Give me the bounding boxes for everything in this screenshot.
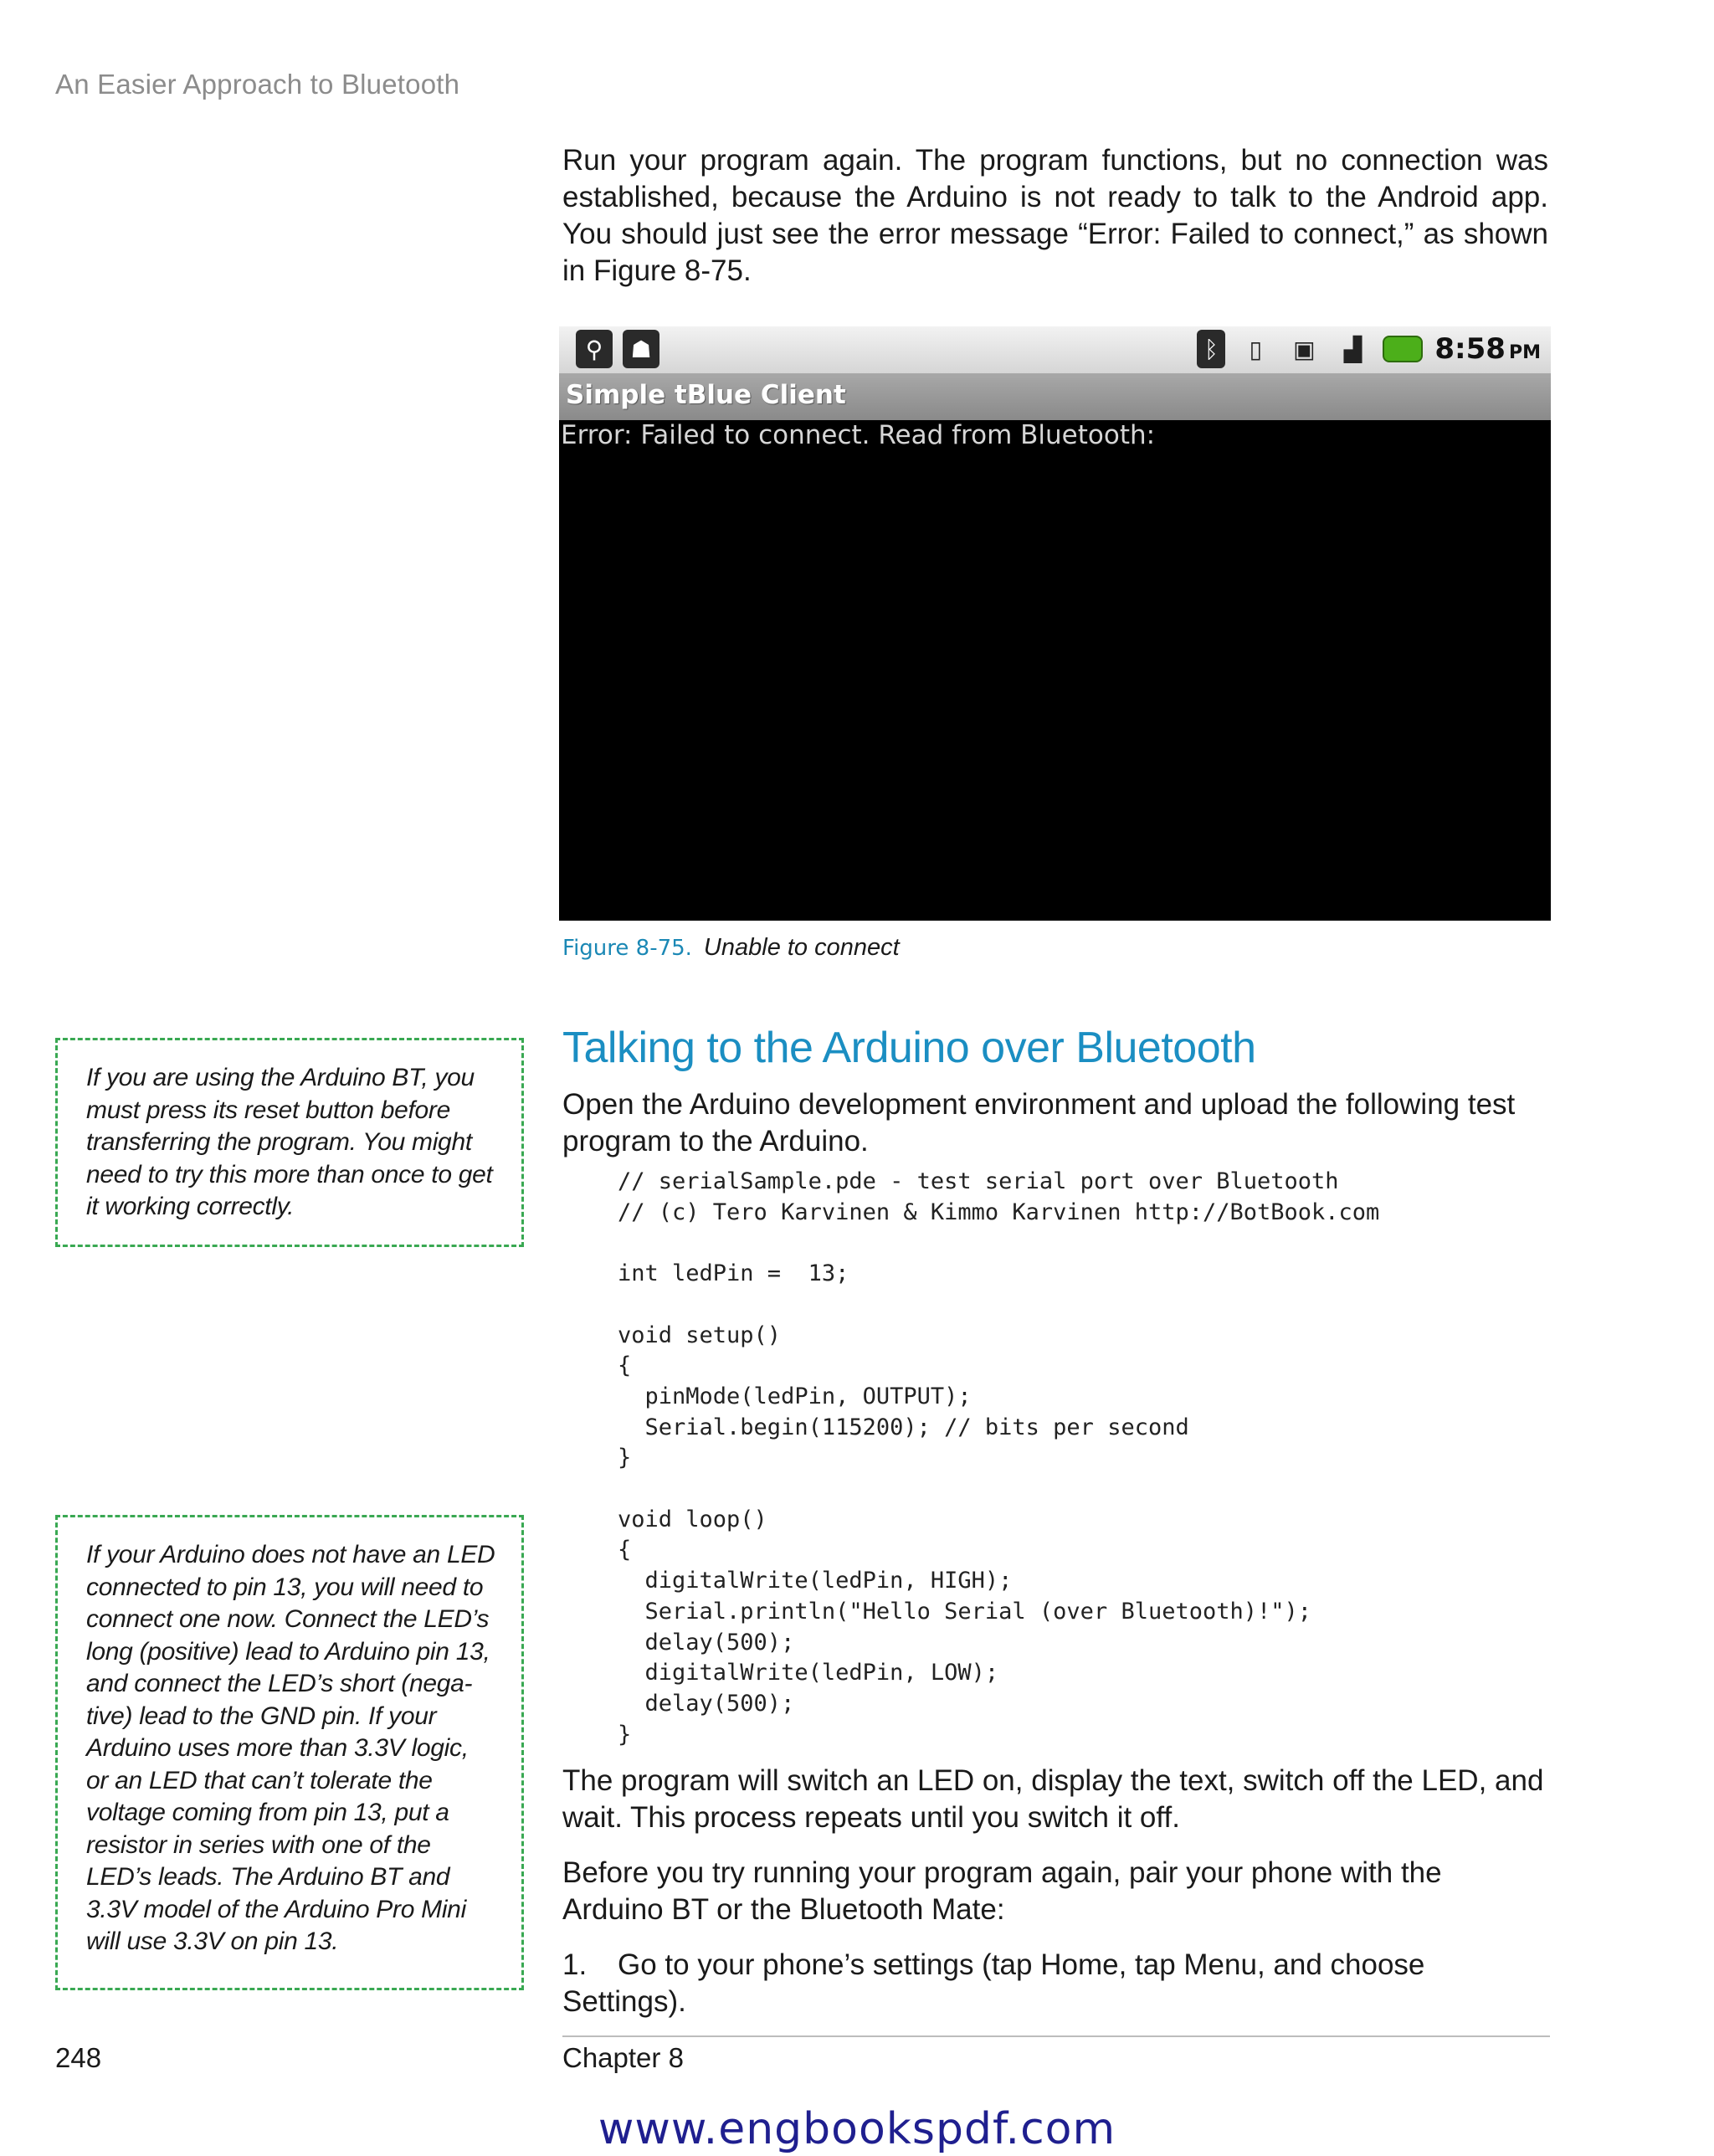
sim-alert-icon: ▣ <box>1293 335 1316 363</box>
figure-screenshot <box>559 326 1551 921</box>
signal-icon: ▟ <box>1343 335 1362 363</box>
code-listing: // serialSample.pde - test serial port over Bluetooth // (c) Tero Karvinen & Kimmo Karvinen http://BotBook.com int ledPin = 13; void setup() { pinMode(ledPin, OUTPUT); Serial.begin(115200); // bits per second } void loop() { digitalWrite(ledPin, HIGH); Serial.println("Hello Serial (over Bluetooth)!"); delay(500); digitalWrite(ledPin, LOW); delay(500); } <box>618 1168 1380 1748</box>
step-item <box>562 1947 1550 2020</box>
figure-caption-text: Unable to connect <box>703 934 900 961</box>
app-title-bar <box>559 373 1551 420</box>
sidebar-note-text: If you are using the Arduino BT, you must press its reset button before transferring the program. You might need to try this more than once to get it working correctly. <box>86 1064 493 1220</box>
chapter-label: Chapter 8 <box>562 2042 684 2073</box>
app-body <box>559 420 1551 921</box>
step-number: 1. <box>562 1948 588 1981</box>
status-clock: 8:58 PM <box>1434 332 1541 366</box>
figure-caption-label: Figure 8-75. <box>562 936 692 961</box>
figure-caption <box>562 934 900 962</box>
app-title: Simple tBlue Client <box>566 380 846 410</box>
step-text: Go to your phone’s settings (tap Home, tap Menu, and choose Settings). <box>562 1948 1425 2018</box>
watermark: www.engbookspdf.com <box>598 2104 1116 2154</box>
intro-paragraph: Run your program again. The program functions, but no connection was established, because the Arduino is not ready to talk to the Android app. You should just see the error message “Error: Failed to connect,” as shown in Figure 8-75. <box>562 144 1548 287</box>
battery-icon <box>1383 336 1423 362</box>
footer-divider <box>562 2035 1550 2037</box>
page-number: 248 <box>55 2042 102 2073</box>
section-heading: Talking to the Arduino over Bluetooth <box>562 1024 1256 1072</box>
android-debug-icon: ☗ <box>623 330 659 368</box>
vibrate-icon: ▯ <box>1249 335 1263 363</box>
running-head: An Easier Approach to Bluetooth <box>55 69 460 100</box>
sidebar-note-text: If your Arduino does not have an LED connected to pin 13, you will need to connect one now. Connect the LED’s long (positive) lead to Arduino pin 13, and connect the LED’s short (nega-tive) lead to the GND pin. If your Arduino uses more than 3.3V logic, or an LED that can’t tolerate the voltage coming from pin 13, put a resistor in series with one of the LED’s leads. The Arduino BT and 3.3V model of the Arduino Pro Mini will use 3.3V on pin 13. <box>86 1541 495 1955</box>
switch-paragraph: The program will switch an LED on, display the text, switch off the LED, and wait. This process repeats until you switch it off. <box>562 1764 1544 1834</box>
app-error-message: Error: Failed to connect. Read from Bluetooth: <box>561 420 1156 450</box>
android-status-bar <box>559 326 1551 373</box>
open-paragraph: Open the Arduino development environment and upload the following test program to the Arduino. <box>562 1088 1516 1158</box>
usb-icon: ⚲ <box>576 330 613 368</box>
sidebar-note-led <box>55 1515 524 1990</box>
sidebar-note-reset <box>55 1038 524 1247</box>
bluetooth-icon: ᛒ <box>1197 330 1225 368</box>
before-paragraph: Before you try running your program again, pair your phone with the Arduino BT or the Bluetooth Mate: <box>562 1856 1442 1926</box>
